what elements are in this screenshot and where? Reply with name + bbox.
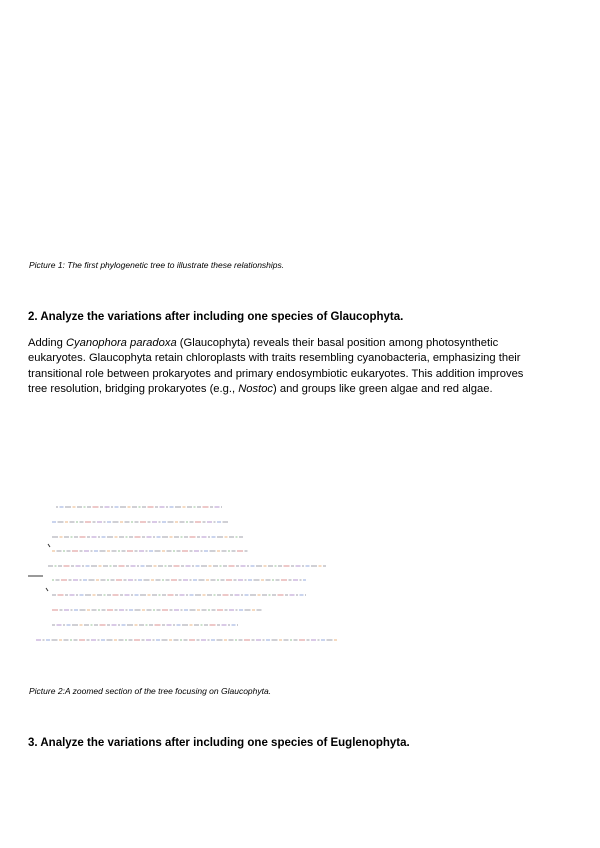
species-name: Cyanophora paradoxa bbox=[65, 337, 177, 349]
section-3-heading: 3. Analyze the variations after including one species of Euglenophyta. bbox=[28, 737, 410, 749]
picture-1-caption: Picture 1: The first phylogenetic tree to illustrate these relationships. bbox=[29, 260, 285, 270]
tree-branch bbox=[48, 544, 50, 547]
picture-2-caption: Picture 2:A zoomed section of the tree focusing on Glaucophyta. bbox=[29, 686, 272, 696]
para-text-2: (Glaucophyta) reveals their basal position among photosynthetic eukaryotes. Glaucophyta retain chloroplasts with traits resembling cyanobacteria, emphasizing their transitional role between prokaryotes and primary endosymbiotic eukaryotes. This addition improves tree resolution, bridging prokaryotes (e.g., bbox=[28, 337, 524, 396]
tree-branch bbox=[46, 588, 48, 591]
section-2-heading: 2. Analyze the variations after including one species of Glaucophyta. bbox=[28, 311, 404, 323]
genus-name: Nostoc bbox=[238, 383, 274, 396]
para-text-1: Adding bbox=[28, 337, 66, 349]
para-text-3: ) and groups like green algae and red algae. bbox=[273, 383, 493, 396]
